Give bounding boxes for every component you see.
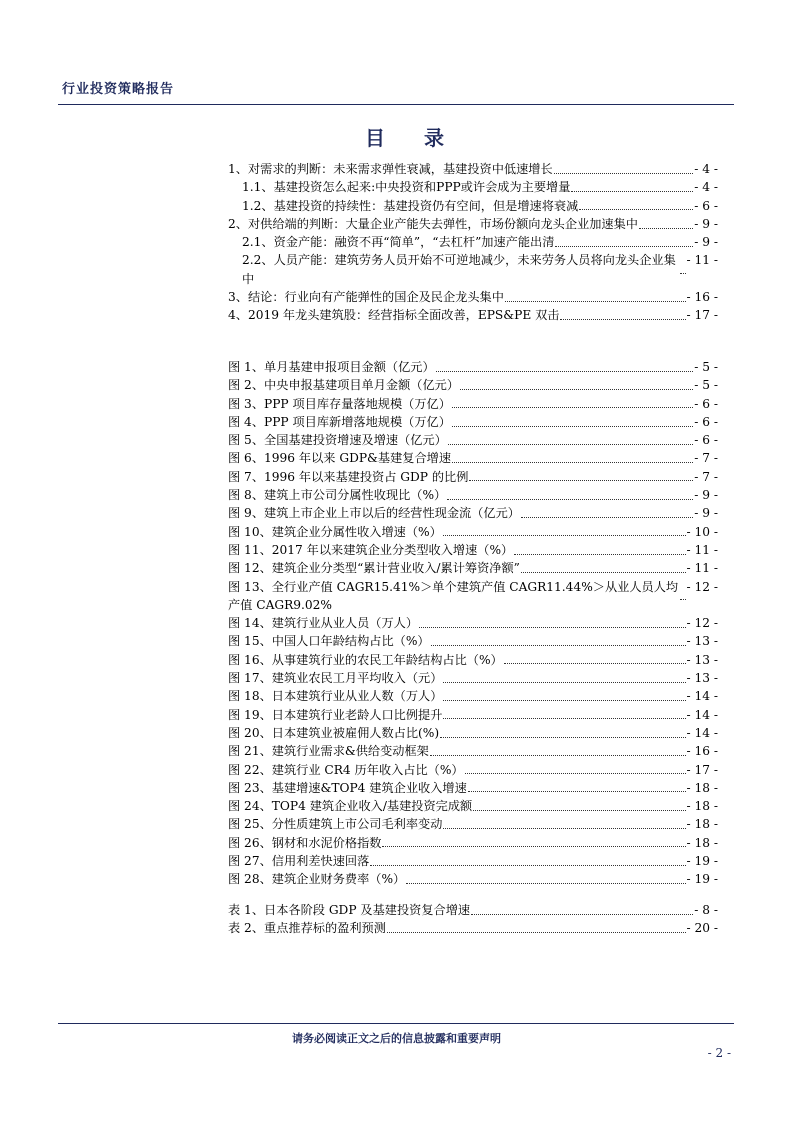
toc-entry-text: 图 4、PPP 项目库新增落地规模（万亿） xyxy=(228,414,451,429)
leader-dots xyxy=(468,791,686,792)
toc-entry-page: - 5 - xyxy=(694,360,718,374)
toc-entry[interactable] xyxy=(228,797,718,815)
toc-entry[interactable] xyxy=(228,724,718,742)
toc-entry[interactable] xyxy=(228,761,718,779)
toc-entry[interactable] xyxy=(228,449,718,467)
toc-entry-text: 图 10、建筑企业分属性收入增速（%） xyxy=(228,524,442,539)
leader-dots xyxy=(504,663,686,664)
leader-dots xyxy=(406,883,685,884)
leader-dots xyxy=(443,700,685,701)
toc-entry-text: 图 11、2017 年以来建筑企业分类型收入增速（%） xyxy=(228,542,514,557)
toc-entry[interactable] xyxy=(228,215,718,233)
toc-entry-page: - 19 - xyxy=(686,854,718,869)
leader-dots xyxy=(447,499,693,500)
toc-entry[interactable] xyxy=(228,468,718,486)
leader-dots xyxy=(387,932,686,933)
toc-tables xyxy=(228,901,718,938)
leader-dots xyxy=(452,407,693,408)
toc-entry-page: - 7 - xyxy=(694,469,718,484)
toc-entry-page: - 9 - xyxy=(694,216,718,231)
page-number: - 2 - xyxy=(707,1046,731,1060)
leader-dots xyxy=(505,301,686,302)
toc-entry-text: 图 12、建筑企业分类型“累计营业收入/累计筹资净额” xyxy=(228,561,520,576)
toc-entry[interactable] xyxy=(228,779,718,797)
toc-entry[interactable] xyxy=(228,197,718,215)
toc-entry-text: 2.1、资金产能：融资不再“简单”，“去杠杆”加速产能出清 xyxy=(242,235,555,250)
toc-entry[interactable] xyxy=(228,852,718,870)
footer-divider xyxy=(58,1023,734,1024)
toc-entry-page: - 4 - xyxy=(694,162,718,176)
toc-entry-text: 图 14、建筑行业从业人员（万人） xyxy=(228,616,419,631)
toc-entry-text: 2、对供给端的判断：大量企业产能失去弹性，市场份额向龙头企业加速集中 xyxy=(228,216,638,231)
toc-entry-text: 图 20、日本建筑业被雇佣人数占比(%) xyxy=(228,725,440,740)
toc-entry[interactable] xyxy=(228,160,718,178)
toc-entry-page: - 16 - xyxy=(686,744,718,759)
toc-entry-text: 1.2、基建投资的持续性：基建投资仍有空间，但是增速将衰减 xyxy=(242,198,579,213)
leader-dots xyxy=(431,645,686,646)
toc-entry[interactable] xyxy=(228,815,718,833)
toc-entry[interactable] xyxy=(228,413,718,431)
toc-entry[interactable] xyxy=(228,651,718,669)
toc-entry-text: 图 9、建筑上市企业上市以后的经营性现金流（亿元） xyxy=(228,506,520,521)
leader-dots xyxy=(460,389,693,390)
toc-entry[interactable] xyxy=(228,706,718,724)
leader-dots xyxy=(419,627,685,628)
toc-entry-page: - 4 - xyxy=(694,180,718,195)
toc-entry-page: - 6 - xyxy=(694,396,718,411)
toc-entry-text: 图 8、建筑上市公司分属性收现比（%） xyxy=(228,488,447,503)
leader-dots xyxy=(443,718,685,719)
toc-entry[interactable] xyxy=(228,669,718,687)
toc-entry[interactable] xyxy=(228,614,718,632)
toc-entry-page: - 7 - xyxy=(694,451,718,466)
toc-figures xyxy=(228,358,718,889)
toc-entry-text: 4、2019 年龙头建筑股：经营指标全面改善，EPS&PE 双击 xyxy=(228,308,560,323)
toc-entry-text: 图 18、日本建筑行业从业人数（万人） xyxy=(228,689,443,704)
leader-dots xyxy=(579,209,693,210)
toc-entry-text: 图 13、全行业产值 CAGR15.41%＞单个建筑产值 CAGR11.44%＞从业人员人均产值 CAGR9.02% xyxy=(228,579,679,612)
toc-entry-page: - 11 - xyxy=(686,253,718,268)
toc-entry[interactable] xyxy=(228,559,718,577)
toc-entry-text: 图 27、信用利差快速回落 xyxy=(228,854,370,869)
leader-dots xyxy=(452,426,693,427)
toc-entry-page: - 6 - xyxy=(694,433,718,448)
toc-entry-page: - 13 - xyxy=(686,652,718,667)
toc-entry[interactable] xyxy=(228,687,718,705)
toc-entry-text: 图 7、1996 年以来基建投资占 GDP 的比例 xyxy=(228,469,469,484)
leader-dots xyxy=(639,228,693,229)
toc-entry-text: 图 1、单月基建申报项目金额（亿元） xyxy=(228,360,435,374)
toc-entry-page: - 11 - xyxy=(686,542,718,557)
toc-entry[interactable] xyxy=(228,306,718,324)
toc-entry-text: 1.1、基建投资怎么起来:中央投资和PPP或许会成为主要增量 xyxy=(242,180,571,195)
toc-entry-text: 2.2、人员产能：建筑劳务人员开始不可逆地减少，未来劳务人员将向龙头企业集中 xyxy=(242,253,676,286)
toc-entry[interactable] xyxy=(228,919,718,937)
toc-entry-text: 表 2、重点推荐标的盈利预测 xyxy=(228,921,386,936)
leader-dots xyxy=(443,682,685,683)
toc-entry[interactable] xyxy=(228,431,718,449)
toc-entry[interactable] xyxy=(228,742,718,760)
toc-entry-page: - 14 - xyxy=(686,725,718,740)
leader-dots xyxy=(448,444,693,445)
leader-dots xyxy=(471,914,693,915)
toc-entry-page: - 5 - xyxy=(694,378,718,393)
leader-dots xyxy=(382,846,685,847)
toc-entry-page: - 13 - xyxy=(686,634,718,649)
leader-dots xyxy=(521,517,693,518)
toc-title: 目 录 xyxy=(365,126,460,150)
toc-entry-page: - 12 - xyxy=(686,579,718,594)
toc-entry-text: 图 24、TOP4 建筑企业收入/基建投资完成额 xyxy=(228,799,473,814)
leader-dots xyxy=(571,191,693,192)
toc-entry-page: - 9 - xyxy=(694,506,718,521)
toc-entry[interactable] xyxy=(228,632,718,650)
toc-entry-text: 图 16、从事建筑行业的农民工年龄结构占比（%） xyxy=(228,652,503,667)
toc-entry-text: 图 21、建筑行业需求&供给变动框架 xyxy=(228,744,429,759)
leader-dots xyxy=(680,599,686,600)
toc-entry-text: 图 22、建筑行业 CR4 历年收入占比（%） xyxy=(228,762,464,777)
toc-entry-page: - 14 - xyxy=(686,689,718,704)
header-divider xyxy=(58,104,734,105)
disclaimer-note: 请务必阅读正文之后的信息披露和重要声明 xyxy=(292,1032,501,1045)
leader-dots xyxy=(680,273,686,274)
toc-entry[interactable] xyxy=(228,578,718,615)
toc-entry-page: - 6 - xyxy=(694,414,718,429)
toc-entry-text: 图 15、中国人口年龄结构占比（%） xyxy=(228,634,430,649)
toc-entry-page: - 18 - xyxy=(686,817,718,832)
toc-entry[interactable] xyxy=(228,395,718,413)
toc-entry-page: - 10 - xyxy=(686,524,718,539)
report-category-title: 行业投资策略报告 xyxy=(62,82,175,97)
toc-entry-page: - 14 - xyxy=(686,707,718,722)
leader-dots xyxy=(554,173,694,174)
toc-entry[interactable] xyxy=(228,870,718,888)
toc-sections xyxy=(228,160,718,325)
toc-entry[interactable] xyxy=(228,901,718,919)
toc-entry[interactable] xyxy=(228,376,718,394)
leader-dots xyxy=(521,572,686,573)
toc-entry-page: - 20 - xyxy=(686,921,718,936)
toc-entry[interactable] xyxy=(228,178,718,196)
toc-entry-page: - 18 - xyxy=(686,799,718,814)
toc-entry-page: - 12 - xyxy=(686,616,718,631)
toc-entry-text: 图 23、基建增速&TOP4 建筑企业收入增速 xyxy=(228,780,467,795)
toc-entry-page: - 8 - xyxy=(694,903,718,917)
toc-entry[interactable] xyxy=(228,288,718,306)
toc-entry[interactable] xyxy=(228,358,718,376)
toc-entry-page: - 6 - xyxy=(694,198,718,213)
toc-entry-page: - 19 - xyxy=(686,872,718,887)
leader-dots xyxy=(430,755,686,756)
toc-entry-page: - 16 - xyxy=(686,290,718,305)
toc-entry-page: - 17 - xyxy=(686,308,718,323)
toc-entry-page: - 9 - xyxy=(694,488,718,503)
toc-entry-page: - 17 - xyxy=(686,762,718,777)
leader-dots xyxy=(469,480,693,481)
toc-entry[interactable] xyxy=(228,251,718,288)
leader-dots xyxy=(443,828,685,829)
toc-entry-text: 图 2、中央申报基建项目单月金额（亿元） xyxy=(228,378,460,393)
leader-dots xyxy=(514,554,685,555)
leader-dots xyxy=(370,865,685,866)
toc-entry-page: - 13 - xyxy=(686,671,718,686)
leader-dots xyxy=(440,737,685,738)
toc-entry-text: 图 17、建筑业农民工月平均收入（元） xyxy=(228,671,443,686)
toc-entry-text: 1、对需求的判断：未来需求弹性衰减，基建投资中低速增长 xyxy=(228,162,553,176)
toc-entry-text: 图 6、1996 年以来 GDP&基建复合增速 xyxy=(228,451,452,466)
toc-entry-text: 图 5、全国基建投资增速及增速（亿元） xyxy=(228,433,447,448)
toc-entry[interactable] xyxy=(228,486,718,504)
toc-entry[interactable] xyxy=(228,834,718,852)
toc-entry-text: 图 28、建筑企业财务费率（%） xyxy=(228,872,406,887)
leader-dots xyxy=(452,462,693,463)
leader-dots xyxy=(465,773,686,774)
toc-entry[interactable] xyxy=(228,541,718,559)
toc-entry-text: 图 19、日本建筑行业老龄人口比例提升 xyxy=(228,707,443,722)
leader-dots xyxy=(436,371,694,372)
toc-entry-text: 图 3、PPP 项目库存量落地规模（万亿） xyxy=(228,396,451,411)
toc-entry-page: - 11 - xyxy=(686,561,718,576)
toc-entry[interactable] xyxy=(228,523,718,541)
toc-entry-page: - 9 - xyxy=(694,235,718,250)
toc-entry-text: 3、结论：行业向有产能弹性的国企及民企龙头集中 xyxy=(228,290,504,305)
leader-dots xyxy=(560,319,685,320)
leader-dots xyxy=(473,810,685,811)
leader-dots xyxy=(555,246,693,247)
toc-entry[interactable] xyxy=(228,233,718,251)
toc-entry-text: 图 25、分性质建筑上市公司毛利率变动 xyxy=(228,817,443,832)
toc-entry-page: - 18 - xyxy=(686,780,718,795)
toc-entry-text: 表 1、日本各阶段 GDP 及基建投资复合增速 xyxy=(228,903,471,917)
leader-dots xyxy=(443,535,686,536)
toc-entry-text: 图 26、钢材和水泥价格指数 xyxy=(228,835,382,850)
toc-entry-page: - 18 - xyxy=(686,835,718,850)
toc-entry[interactable] xyxy=(228,504,718,522)
